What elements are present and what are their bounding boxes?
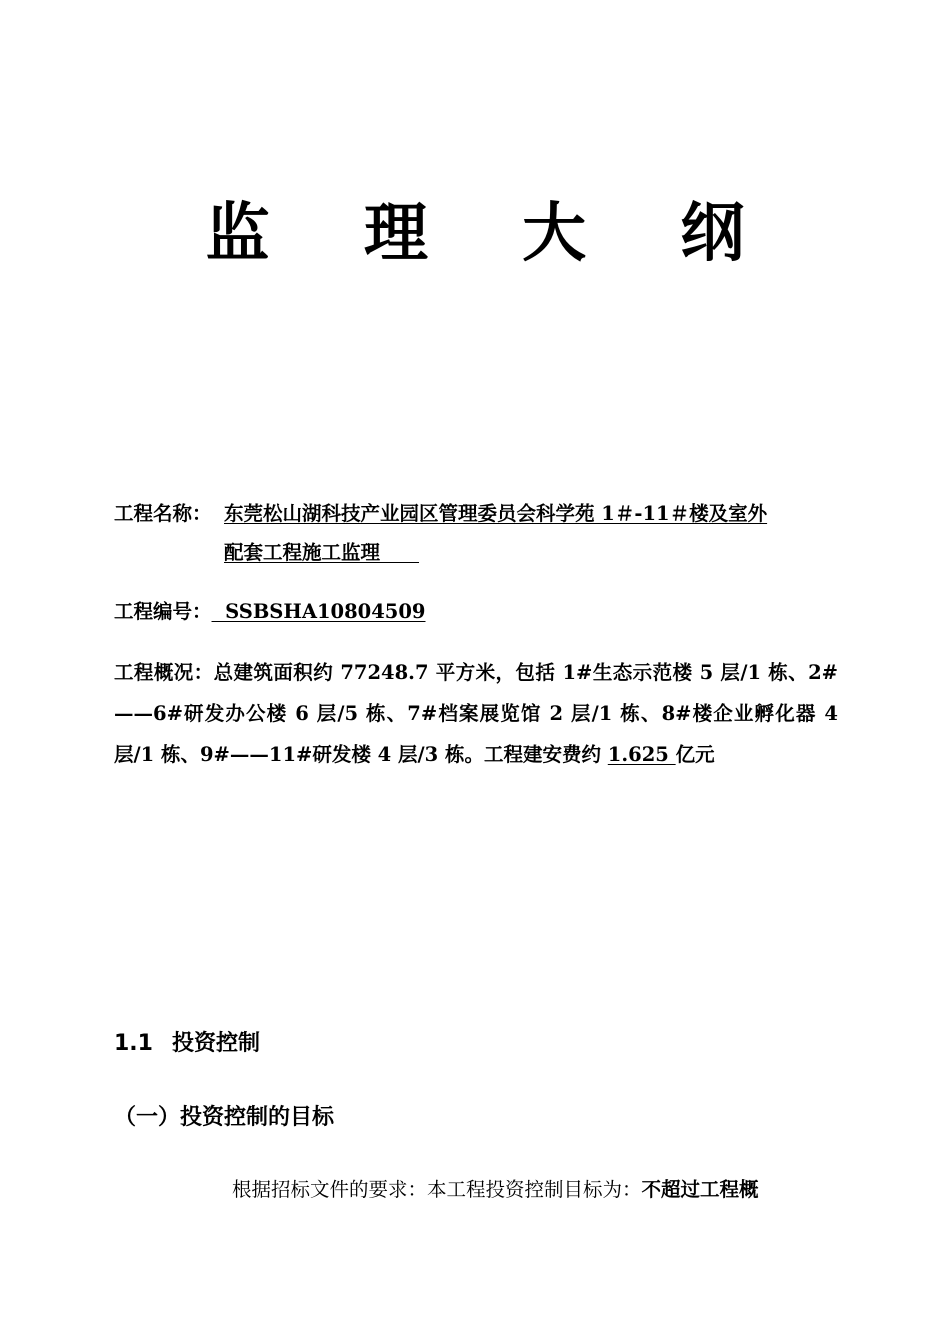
project-code-row	[114, 592, 838, 631]
paragraph-normal-text: 根据招标文件的要求：本工程投资控制目标为：	[232, 1178, 642, 1201]
project-overview-text: 总建筑面积约 77248.7 平方米，包括 1#生态示范楼 5 层/1 栋、2#——6#研发办公楼 6 层/5 栋、7#档案展览馆 2 层/1 栋、8#楼企业孵化器 4 层/1 栋、9#——11#研发楼 4 层/3 栋。工程建安费约	[114, 661, 838, 766]
project-name-row	[114, 494, 838, 572]
body-paragraph	[232, 1170, 838, 1210]
document-title: 监 理 大 纲	[205, 197, 781, 271]
project-overview	[114, 652, 838, 775]
section-heading	[114, 1024, 260, 1064]
paragraph-bold-text: 不超过工程概	[641, 1178, 759, 1201]
section-title: 投资控制	[172, 1031, 261, 1056]
project-name-label: 工程名称：	[114, 502, 212, 525]
project-overview-amount: 1.625	[607, 743, 676, 766]
project-overview-unit: 亿元	[675, 743, 715, 766]
project-name-value-line2: 配套工程施工监理	[224, 541, 420, 564]
subsection-heading: （一）投资控制的目标	[114, 1105, 335, 1130]
project-overview-label: 工程概况：	[114, 661, 214, 684]
project-code-label: 工程编号：	[114, 600, 212, 623]
project-name-value-line1: 东莞松山湖科技产业园区管理委员会科学苑 1＃-11＃楼及室外	[224, 502, 768, 525]
project-code-value: SSBSHA10804509	[211, 600, 426, 623]
section-number: 1.1	[114, 1031, 153, 1056]
